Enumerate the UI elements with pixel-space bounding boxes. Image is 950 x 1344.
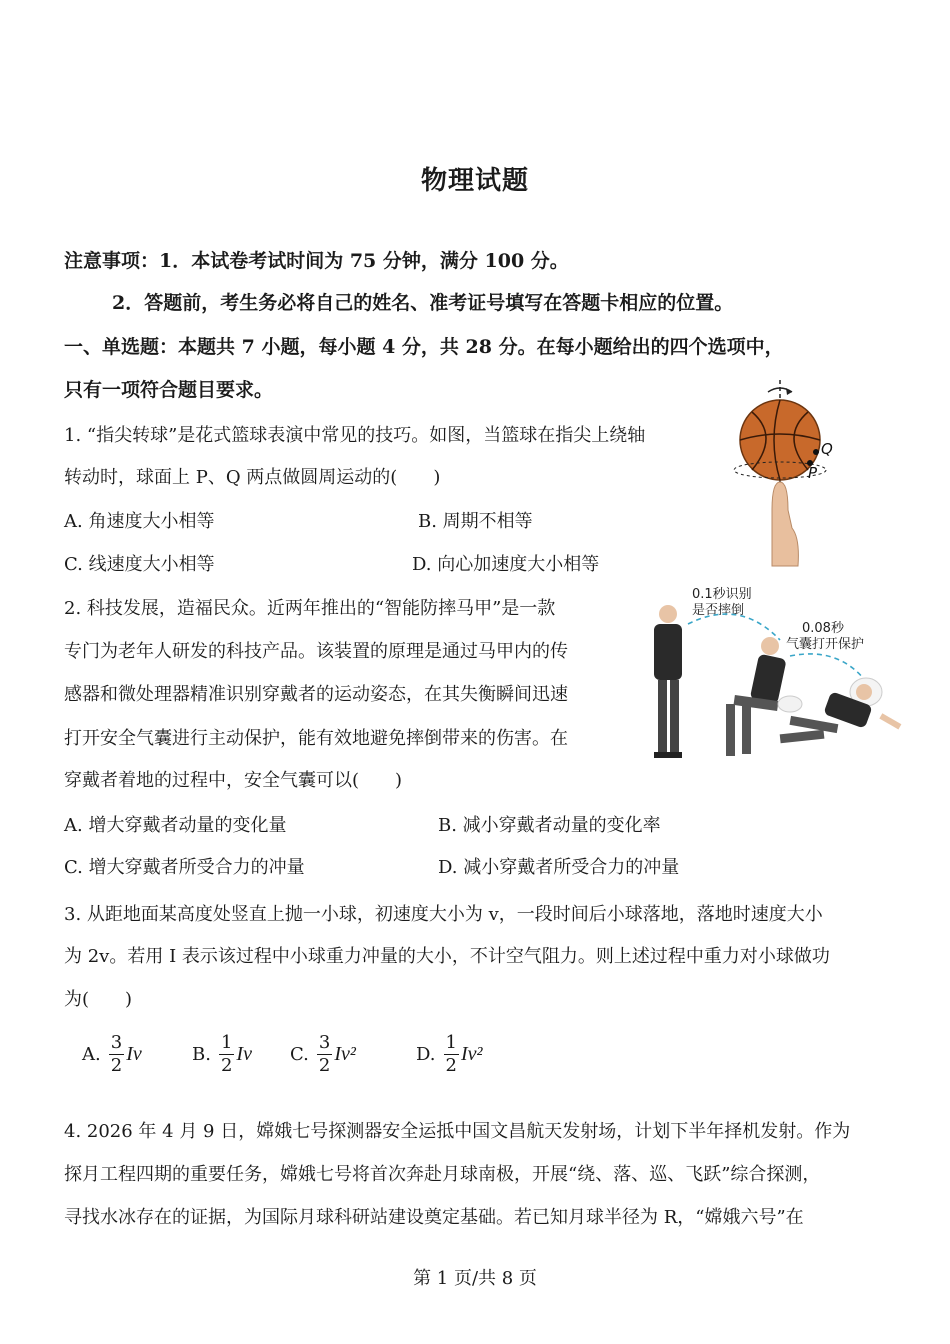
point-p-label: P: [808, 464, 818, 482]
q3-option-b-num: 1: [220, 1032, 233, 1053]
q1-stem-line-1: 1. “指尖转球”是花式篮球表演中常见的技巧。如图，当篮球在指尖上绕轴: [64, 425, 646, 446]
notice-line-1: 注意事项：1．本试卷考试时间为 75 分钟，满分 100 分。: [64, 250, 569, 272]
q3-option-a: [82, 1034, 142, 1075]
q2-stem-line-3: 感器和微处理器精准识别穿戴者的运动姿态，在其失衡瞬间迅速: [64, 684, 568, 705]
q1-option-b: B. 周期不相等: [418, 511, 533, 532]
q3-stem-line-1: 3. 从距地面某高度处竖直上抛一小球，初速度大小为 v，一段时间后小球落地，落地时速度大小: [64, 904, 823, 925]
q3-option-c-den: 2: [318, 1055, 331, 1076]
q1-option-a: A. 角速度大小相等: [64, 511, 215, 532]
q3-option-b-label: B.: [192, 1044, 211, 1065]
q3-option-b: [192, 1034, 252, 1075]
q1-stem-line-2: 转动时，球面上 P、Q 两点做圆周运动的( ): [64, 467, 441, 488]
q3-option-b-den: 2: [220, 1055, 233, 1076]
q3-option-a-fraction: [109, 1034, 124, 1075]
q2-stem-line-1: 2. 科技发展，造福民众。近两年推出的“智能防摔马甲”是一款: [64, 598, 556, 619]
q3-option-d-num: 1: [445, 1032, 457, 1053]
point-q-label: Q: [821, 440, 833, 458]
basketball-figure: [720, 378, 870, 570]
q3-option-b-var: Iv: [236, 1043, 252, 1065]
q3-stem-line-2: 为 2v。若用 I 表示该过程中小球重力冲量的大小，不计空气阻力。则上述过程中重力对小球做功: [64, 946, 830, 967]
q3-option-d-var: Iv²: [460, 1043, 483, 1065]
q2-stem-line-4: 打开安全气囊进行主动保护，能有效地避免摔倒带来的伤害。在: [64, 728, 568, 749]
section1-heading-line-1: 一、单选题：本题共 7 小题，每小题 4 分，共 28 分。在每小题给出的四个选项中，: [64, 336, 784, 358]
q3-option-c-fraction: [317, 1034, 332, 1075]
fig-label-airbag-2: 气囊打开保护: [786, 637, 865, 652]
q2-stem-line-2: 专门为老年人研发的科技产品。该装置的原理是通过马甲内的传: [64, 641, 568, 662]
q3-option-a-num: 3: [110, 1032, 123, 1053]
q3-option-d-den: 2: [445, 1055, 457, 1076]
q3-option-d: [416, 1034, 483, 1075]
q3-option-d-fraction: [444, 1034, 459, 1075]
q3-option-a-var: Iv: [126, 1043, 142, 1065]
q1-option-d: D. 向心加速度大小相等: [412, 554, 600, 575]
q2-option-d: D. 减小穿戴者所受合力的冲量: [438, 857, 680, 878]
q2-option-b: B. 减小穿戴者动量的变化率: [438, 815, 661, 836]
q3-stem-line-3: 为( ): [64, 989, 133, 1010]
q3-option-c-num: 3: [318, 1032, 331, 1053]
person-airbag-icon: [780, 678, 902, 743]
section1-heading-line-2: 只有一项符合题目要求。: [64, 379, 274, 401]
q4-stem-line-3: 寻找水冰存在的证据，为国际月球科研站建设奠定基础。若已知月球半径为 R，“嫦娥六号”在: [64, 1207, 804, 1228]
finger-hand-icon: [772, 482, 798, 566]
q3-option-a-den: 2: [110, 1055, 123, 1076]
q3-option-c-var: Iv²: [334, 1043, 356, 1065]
q4-stem-line-1: 4. 2026 年 4 月 9 日，嫦娥七号探测器安全运抵中国文昌航天发射场，计划下半年择机发射。作为: [64, 1121, 851, 1142]
q2-option-a: A. 增大穿戴者动量的变化量: [64, 815, 287, 836]
fig-label-identify-2: 是否摔倒: [692, 603, 745, 618]
notice-line-2: 2．答题前，考生务必将自己的姓名、准考证号填写在答题卡相应的位置。: [112, 292, 734, 314]
airbag-vest-figure: [630, 580, 912, 776]
dashed-arrow-2: [790, 654, 868, 684]
arrow-head-icon: [786, 388, 792, 395]
q3-option-d-label: D.: [416, 1044, 436, 1065]
q3-option-b-fraction: [219, 1034, 234, 1075]
person-standing-icon: [654, 605, 682, 758]
q4-stem-line-2: 探月工程四期的重要任务，嫦娥七号将首次奔赴月球南极，开展“绕、落、巡、飞跃”综合探测，: [64, 1164, 821, 1185]
q3-option-c-label: C.: [290, 1044, 309, 1065]
fig-label-identify: 0.1秒识别: [692, 587, 752, 602]
q2-stem-line-5: 穿戴者着地的过程中，安全气囊可以( ): [64, 770, 403, 791]
q3-option-c: [290, 1034, 356, 1075]
q1-option-c: C. 线速度大小相等: [64, 554, 215, 575]
point-q-marker: [813, 449, 819, 455]
q3-option-a-label: A.: [82, 1044, 101, 1065]
fig-label-airbag: 0.08秒: [802, 621, 844, 636]
q2-option-c: C. 增大穿戴者所受合力的冲量: [64, 857, 305, 878]
page-title: 物理试题: [420, 166, 529, 196]
page-number: 第 1 页/共 8 页: [413, 1268, 537, 1289]
